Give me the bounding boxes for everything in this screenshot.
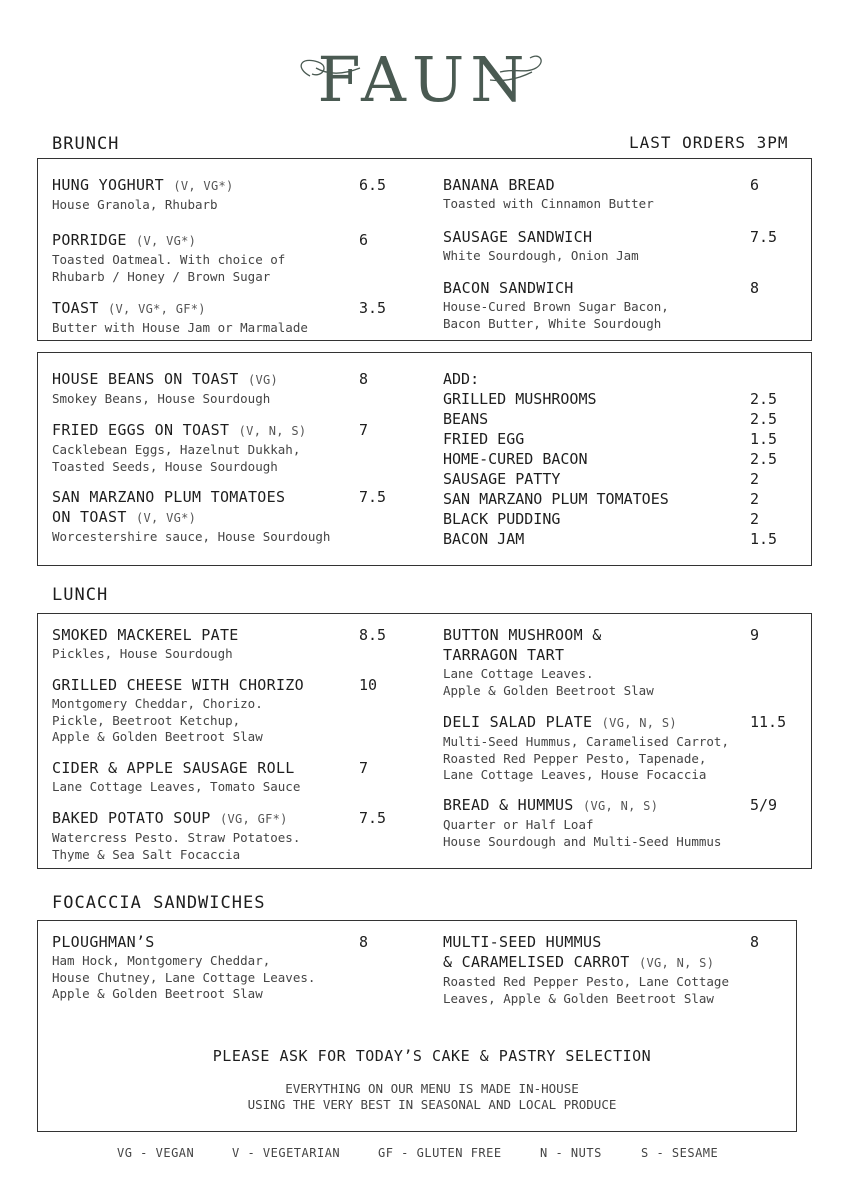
addon-row: SAUSAGE PATTY 2 [443,470,760,488]
item-price: 7.5 [359,809,387,827]
item-price: 8.5 [359,626,387,644]
menu-item: BANANA BREAD 6 Toasted with Cinnamon Butter [443,175,803,213]
menu-item: HOUSE BEANS ON TOAST (VG) 8 Smokey Beans, House Sourdough [52,369,412,408]
menu-item: BACON SANDWICH 8 House-Cured Brown Sugar Bacon, Bacon Butter, White Sourdough [443,278,803,332]
item-description: White Sourdough, Onion Jam [443,248,639,263]
item-description: Cacklebean Eggs, Hazelnut Dukkah, Toasted Seeds, House Sourdough [52,442,301,474]
item-description: Toasted Oatmeal. With choice of Rhubarb / Honey / Brown Sugar [52,252,286,284]
menu-item: FRIED EGGS ON TOAST (V, N, S) 7 Cacklebean Eggs, Hazelnut Dukkah, Toasted Seeds, House Sourdough [52,420,412,475]
item-price: 8 [359,933,369,951]
item-description: Butter with House Jam or Marmalade [52,320,308,335]
menu-item: TOAST (V, VG*, GF*) 3.5 Butter with House Jam or Marmalade [52,298,412,337]
item-description: Lane Cottage Leaves. Apple & Golden Beetroot Slaw [443,666,654,698]
addon-row: BEANS 2.5 [443,410,778,428]
menu-item: DELI SALAD PLATE (VG, N, S) 11.5 Multi-Seed Hummus, Caramelised Carrot, Roasted Red Pepper Pesto, Tapenade, Lane Cottage Leaves, House Focaccia [443,712,813,784]
item-price: 10 [359,676,378,694]
item-description: Smokey Beans, House Sourdough [52,391,271,406]
house-note-line-2: USING THE VERY BEST IN SEASONAL AND LOCAL PRODUCE [247,1097,617,1112]
item-price: 9 [750,626,760,644]
menu-item: BREAD & HUMMUS (VG, N, S) 5/9 Quarter or Half Loaf House Sourdough and Multi-Seed Hummus [443,795,803,850]
menu-item: PORRIDGE (V, VG*) 6 Toasted Oatmeal. With choice of Rhubarb / Honey / Brown Sugar [52,230,412,285]
item-price: 3.5 [359,299,387,317]
menu-item: BAKED POTATO SOUP (VG, GF*) 7.5 Watercress Pesto. Straw Potatoes. Thyme & Sea Salt Focaccia [52,808,412,863]
item-price: 7.5 [750,228,778,246]
item-description: Toasted with Cinnamon Butter [443,196,654,211]
cake-note: PLEASE ASK FOR TODAY’S CAKE & PASTRY SELECTION [212,1047,652,1065]
addons-label: ADD: [443,370,480,388]
section-title-lunch: LUNCH [52,585,109,605]
house-note-line-1: EVERYTHING ON OUR MENU IS MADE IN-HOUSE [285,1081,579,1096]
item-description: Multi-Seed Hummus, Caramelised Carrot, Roasted Red Pepper Pesto, Tapenade, Lane Cottage Leaves, House Focaccia [443,734,729,782]
item-price: 7.5 [359,488,387,506]
item-price: 6.5 [359,176,387,194]
item-description: Pickles, House Sourdough [52,646,233,661]
item-description: House-Cured Brown Sugar Bacon, Bacon Butter, White Sourdough [443,299,669,331]
faun-logo [0,38,848,110]
item-price: 8 [359,370,369,388]
item-description: Worcestershire sauce, House Sourdough [52,529,331,544]
item-description: Watercress Pesto. Straw Potatoes. Thyme & Sea Salt Focaccia [52,830,301,862]
item-description: House Granola, Rhubarb [52,197,218,212]
addon-row: FRIED EGG 1.5 [443,430,778,448]
menu-item: MULTI-SEED HUMMUS & CARAMELISED CARROT (VG, N, S) 8 Roasted Red Pepper Pesto, Lane Cottage Leaves, Apple & Golden Beetroot Slaw [443,932,788,1007]
menu-item: SAUSAGE SANDWICH 7.5 White Sourdough, Onion Jam [443,227,803,265]
addon-row: BACON JAM 1.5 [443,530,778,548]
logo-wordmark: FAUN [317,43,531,110]
addon-row: GRILLED MUSHROOMS 2.5 [443,390,778,408]
menu-item: HUNG YOGHURT (V, VG*) 6.5 House Granola, Rhubarb [52,175,412,214]
item-description: Roasted Red Pepper Pesto, Lane Cottage Leaves, Apple & Golden Beetroot Slaw [443,974,729,1006]
item-price: 7 [359,759,369,777]
addon-row: HOME-CURED BACON 2.5 [443,450,778,468]
item-price: 8 [750,279,760,297]
item-description: Ham Hock, Montgomery Cheddar, House Chutney, Lane Cottage Leaves. Apple & Golden Beetroot Slaw [52,953,316,1001]
menu-item: SMOKED MACKEREL PATE 8.5 Pickles, House Sourdough [52,625,412,663]
addons-list [443,369,788,549]
menu-item: CIDER & APPLE SAUSAGE ROLL 7 Lane Cottage Leaves, Tomato Sauce [52,758,412,796]
item-price: 6 [359,231,369,249]
menu-item: PLOUGHMAN’S 8 Ham Hock, Montgomery Cheddar, House Chutney, Lane Cottage Leaves. Apple & Golden Beetroot Slaw [52,932,412,1003]
legend-gluten-free: GF - GLUTEN FREE [378,1146,502,1160]
section-title-brunch: BRUNCH [52,134,120,154]
legend-sesame: S - SESAME [641,1146,719,1160]
item-price: 6 [750,176,760,194]
addon-row: BLACK PUDDING 2 [443,510,760,528]
item-description: Quarter or Half Loaf House Sourdough and Multi-Seed Hummus [443,817,722,849]
menu-item: BUTTON MUSHROOM & TARRAGON TART 9 Lane Cottage Leaves. Apple & Golden Beetroot Slaw [443,625,803,699]
legend-vegetarian: V - VEGETARIAN [232,1146,341,1160]
menu-item: SAN MARZANO PLUM TOMATOES ON TOAST (V, VG*) 7.5 Worcestershire sauce, House Sourdough [52,487,392,546]
item-price: 8 [750,933,760,951]
item-description: Montgomery Cheddar, Chorizo. Pickle, Beetroot Ketchup, Apple & Golden Beetroot Slaw [52,696,263,744]
last-orders-note: LAST ORDERS 3PM [629,133,789,152]
menu-item: GRILLED CHEESE WITH CHORIZO 10 Montgomery Cheddar, Chorizo. Pickle, Beetroot Ketchup, Apple & Golden Beetroot Slaw [52,675,412,746]
legend-vegan: VG - VEGAN [117,1146,195,1160]
legend-nuts: N - NUTS [540,1146,602,1160]
item-price: 11.5 [750,713,787,731]
addon-row: SAN MARZANO PLUM TOMATOES 2 [443,490,760,508]
section-title-focaccia: FOCACCIA SANDWICHES [52,893,266,913]
item-price: 5/9 [750,796,778,814]
item-description: Lane Cottage Leaves, Tomato Sauce [52,779,301,794]
item-price: 7 [359,421,369,439]
